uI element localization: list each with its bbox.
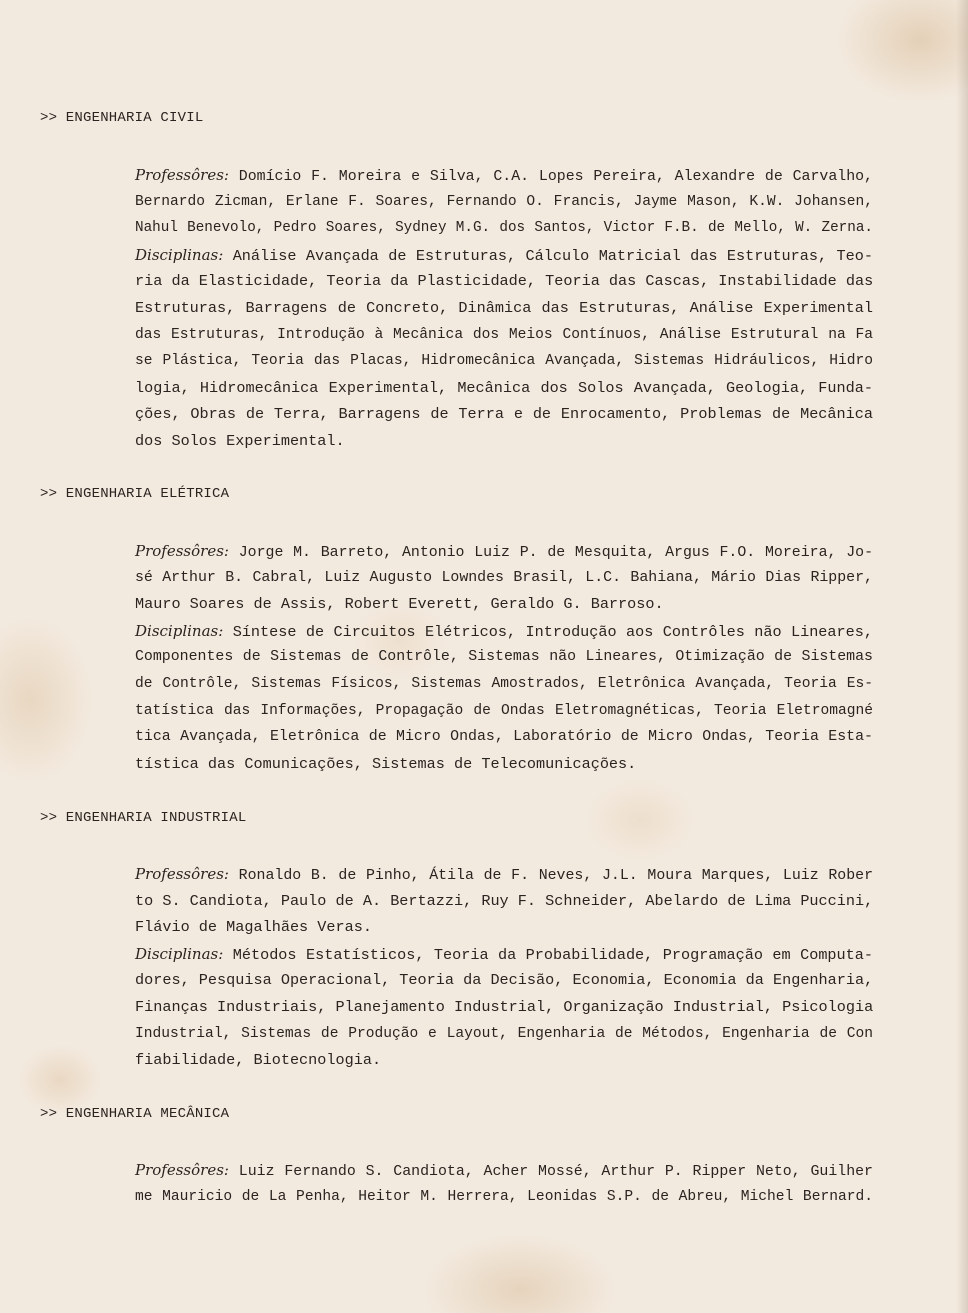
section-heading-eletrica: >> ENGENHARIA ELÉTRICA	[40, 486, 230, 502]
professors-label: Professôres:	[135, 166, 229, 184]
disciplines-line: de Contrôle, Sistemas Físicos, Sistemas Amostrados, Eletrônica Avançada, Teoria Es-	[135, 675, 873, 692]
disciplines-line	[135, 941, 873, 968]
section-body-eletrica	[135, 538, 873, 777]
section-body-civil	[135, 162, 873, 455]
section-heading-civil: >> ENGENHARIA CIVIL	[40, 110, 204, 126]
disciplines-line: logia, Hidromecânica Experimental, Mecânica dos Solos Avançada, Geologia, Funda-	[135, 378, 873, 397]
professors-line: Nahul Benevolo, Pedro Soares, Sydney M.G. dos Santos, Victor F.B. de Mello, W. Zerna.	[135, 220, 873, 237]
disciplines-line: Estruturas, Barragens de Concreto, Dinâmica das Estruturas, Análise Experimental	[135, 298, 873, 317]
professors-label: Professôres:	[135, 542, 229, 560]
disciplines-line: dores, Pesquisa Operacional, Teoria da Decisão, Economia, Economia da Engenharia,	[135, 971, 874, 990]
disciplines-line: Componentes de Sistemas de Contrôle, Sistemas não Lineares, Otimização de Sistemas	[135, 649, 873, 666]
professors-line: to S. Candiota, Paulo de A. Bertazzi, Ruy F. Schneider, Abelardo de Lima Puccini,	[135, 891, 874, 910]
professors-line: sé Arthur B. Cabral, Luiz Augusto Lowndes Brasil, L.C. Bahiana, Mário Dias Ripper,	[135, 569, 873, 586]
disciplines-line: dos Solos Experimental.	[135, 431, 345, 450]
professors-line	[135, 861, 873, 888]
disciplines-line: ções, Obras de Terra, Barragens de Terra e de Enrocamento, Problemas de Mecânica	[135, 405, 873, 424]
disciplines-text: Síntese de Circuitos Elétricos, Introdução aos Contrôles não Lineares,	[232, 622, 873, 641]
professors-line: me Mauricio de La Penha, Heitor M. Herrera, Leonidas S.P. de Abreu, Michel Bernard.	[135, 1188, 873, 1205]
professors-line: Mauro Soares de Assis, Robert Everett, Geraldo G. Barroso.	[135, 595, 664, 614]
disciplines-line: ria da Elasticidade, Teoria da Plasticidade, Teoria das Cascas, Instabilidade das	[135, 272, 874, 291]
professors-label: Professôres:	[135, 865, 229, 883]
professors-text: Ronaldo B. de Pinho, Átila de F. Neves, J.L. Moura Marques, Luiz Rober	[238, 868, 874, 884]
disciplines-line: das Estruturas, Introdução à Mecânica dos Meios Contínuos, Análise Estrutural na Fa	[135, 326, 873, 343]
disciplines-line: Finanças Industriais, Planejamento Industrial, Organização Industrial, Psicologia	[135, 997, 874, 1016]
professors-text: Luiz Fernando S. Candiota, Acher Mossé, Arthur P. Ripper Neto, Guilher	[238, 1164, 873, 1180]
disciplines-line: se Plástica, Teoria das Placas, Hidromecânica Avançada, Sistemas Hidráulicos, Hidro	[135, 353, 873, 370]
professors-line	[135, 162, 873, 189]
disciplines-line: tica Avançada, Eletrônica de Micro Ondas, Laboratório de Micro Ondas, Teoria Esta-	[135, 729, 873, 746]
disciplines-label: Disciplinas:	[135, 621, 224, 640]
disciplines-line	[135, 242, 873, 269]
disciplines-line: tística das Comunicações, Sistemas de Telecomunicações.	[135, 754, 637, 773]
disciplines-line: Industrial, Sistemas de Produção e Layout, Engenharia de Métodos, Engenharia de Con	[135, 1025, 873, 1042]
section-heading-mecanica: >> ENGENHARIA MECÂNICA	[40, 1106, 230, 1122]
section-body-industrial	[135, 861, 873, 1074]
professors-text: Domício F. Moreira e Silva, C.A. Lopes Pereira, Alexandre de Carvalho,	[238, 169, 873, 185]
disciplines-label: Disciplinas:	[135, 944, 224, 963]
disciplines-text: Métodos Estatísticos, Teoria da Probabilidade, Programação em Computa-	[232, 945, 873, 964]
professors-line	[135, 538, 873, 565]
disciplines-line: fiabilidade, Biotecnologia.	[135, 1051, 382, 1070]
section-body-mecanica	[135, 1157, 873, 1210]
professors-line: Bernardo Zicman, Erlane F. Soares, Fernando O. Francis, Jayme Mason, K.W. Johansen,	[135, 193, 873, 210]
disciplines-label: Disciplinas:	[135, 245, 224, 264]
professors-text: Jorge M. Barreto, Antonio Luiz P. de Mesquita, Argus F.O. Moreira, Jo-	[238, 545, 874, 561]
professors-line: Flávio de Magalhães Veras.	[135, 918, 372, 937]
professors-line	[135, 1157, 873, 1184]
disciplines-line	[135, 618, 873, 645]
section-heading-industrial: >> ENGENHARIA INDUSTRIAL	[40, 810, 247, 826]
disciplines-text: Análise Avançada de Estruturas, Cálculo Matricial das Estruturas, Teo-	[232, 246, 873, 265]
professors-label: Professôres:	[135, 1161, 229, 1179]
disciplines-line: tatística das Informações, Propagação de Ondas Eletromagnéticas, Teoria Eletromagné	[135, 702, 873, 719]
